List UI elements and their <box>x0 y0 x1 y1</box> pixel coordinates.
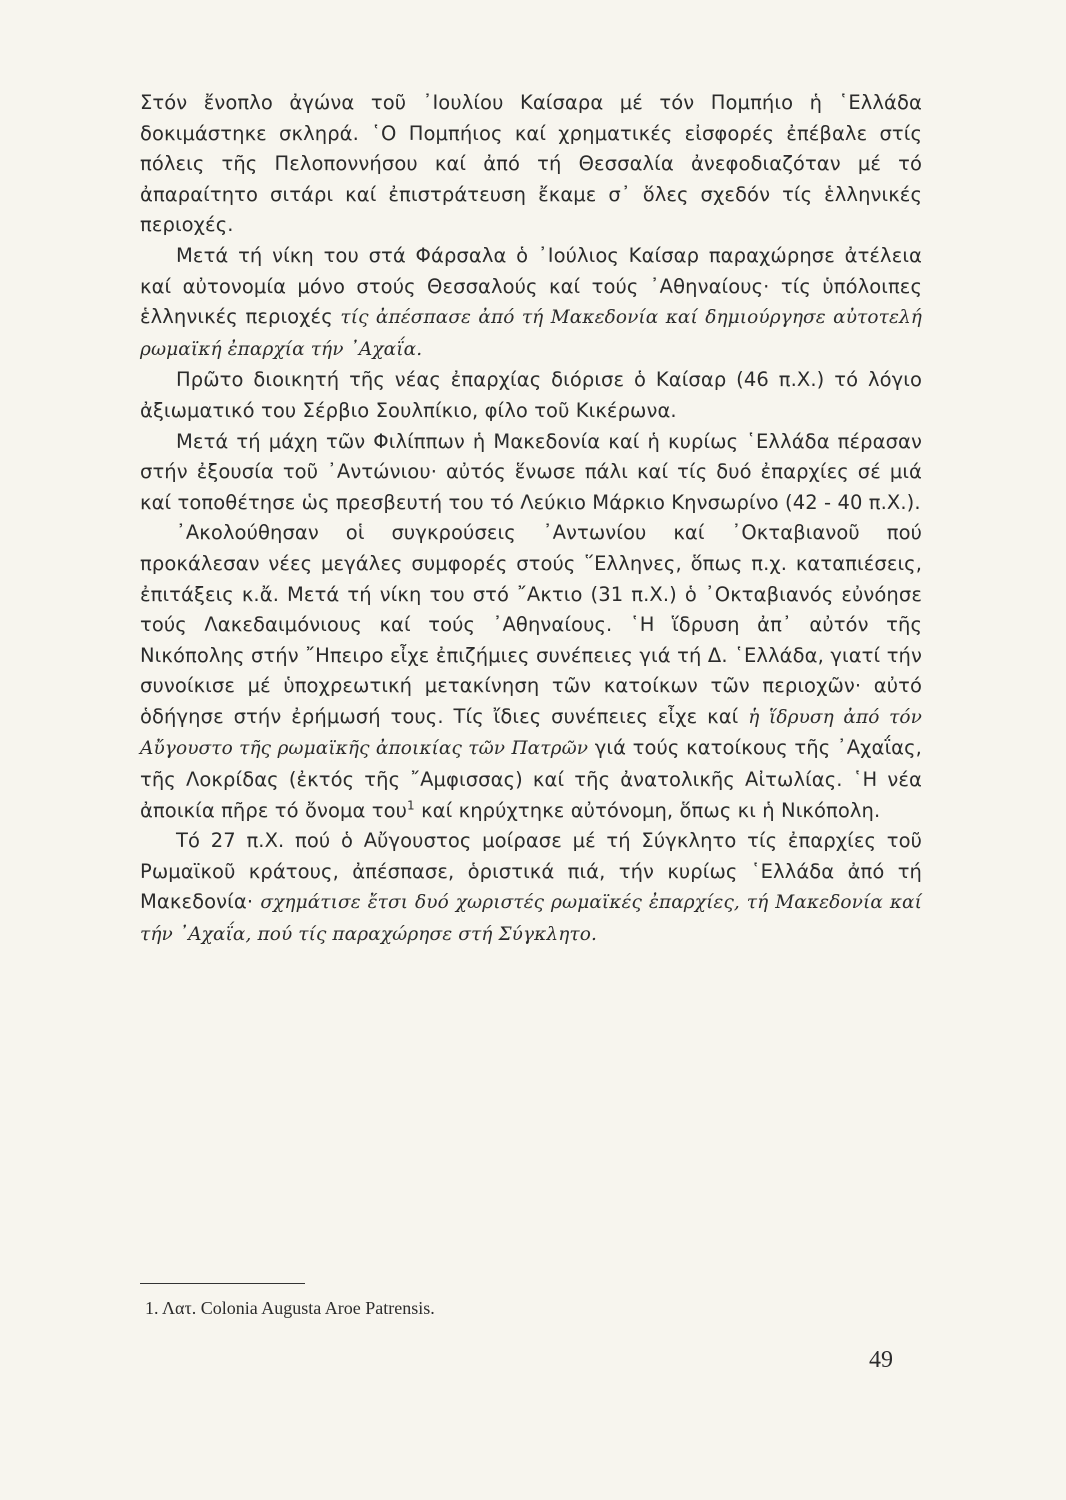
paragraph-2-italic: τίς ἀπέσπασε ἀπό τή Μακεδονία καί δημιούργησε αὐτοτελή ρωμαϊκή ἐπαρχία τήν ᾿Αχαΐα. <box>140 307 922 360</box>
paragraph-4 <box>140 427 922 519</box>
paragraph-4-text: Μετά τή μάχη τῶν Φιλίππων ἡ Μακεδονία καί ἡ κυρίως ῾Ελλάδα πέρασαν στήν ἐξουσία τοῦ ᾿Αντώνιου· αὐτός ἕνωσε πάλι καί τίς δυό ἐπαρχίες σέ μιά καί τοποθέτησε ὡς πρεσβευτή του τό Λεύκιο Μάρκιο Κηνσωρίνο (42 - 40 π.Χ.). <box>140 429 922 514</box>
paragraph-6-italic: σχημάτισε ἔτσι δυό χωριστές ρωμαϊκές ἐπαρχίες, τή Μακεδονία καί τήν ᾿Αχαΐα, πού τίς παραχώρησε στή Σύγκλητο. <box>140 892 923 946</box>
paragraph-5-text-end: καί κηρύχτηκε αὐτόνομη, ὅπως κι ἡ Νικόπολη. <box>414 798 881 822</box>
paragraph-5-text-cont: γιά τούς κατοίκους τῆς ᾿Αχαΐας, τῆς Λοκρίδας (ἐκτός τῆς ῎Αμφισσας) καί τῆς ἀνατολικῆς Αἰτωλίας. ῾Η νέα ἀποικία πῆρε τό ὄνομα του <box>140 736 922 822</box>
footnote: 1. Λατ. Colonia Augusta Aroe Patrensis. <box>145 1298 435 1318</box>
paragraph-1 <box>140 88 922 241</box>
paragraph-5 <box>140 518 922 826</box>
paragraph-1-text: Στόν ἔνοπλο ἀγώνα τοῦ ᾿Ιουλίου Καίσαρα μέ τόν Πομπήιο ἡ ῾Ελλάδα δοκιμάστηκε σκληρά. ῾Ο Πομπήιος καί χρηματικές εἰσφορές ἐπέβαλε στίς πόλεις τῆς Πελοποννήσου καί ἀπό τή Θεσσαλία ἀνεφοδιαζόταν μέ τό ἀπαραίτητο σιτάρι καί ἐπιστράτευση ἔκαμε σ᾿ ὅλες σχεδόν τίς ἑλληνικές περιοχές. <box>140 91 922 237</box>
paragraph-6 <box>140 826 922 950</box>
paragraph-2-text: Μετά τή νίκη του στά Φάρσαλα ὁ ᾿Ιούλιος Καίσαρ παραχώρησε ἀτέλεια καί αὐτονομία μόνο στούς Θεσσαλούς καί τούς ᾿Αθηναίους· τίς ὑπόλοιπες ἑλληνικές περιοχές <box>140 243 922 329</box>
footnote-marker: 1 <box>407 798 415 813</box>
main-text <box>140 88 922 951</box>
footnote-rule <box>140 1283 305 1284</box>
paragraph-3-text: Πρῶτο διοικητή τῆς νέας ἐπαρχίας διόρισε ὁ Καίσαρ (46 π.Χ.) τό λόγιο ἀξιωματικό του Σέρβιο Σουλπίκιο, φίλο τοῦ Κικέρωνα. <box>140 368 922 422</box>
page-number: 49 <box>869 1347 893 1373</box>
paragraph-6-text: Τό 27 π.Χ. πού ὁ Αὔγουστος μοίρασε μέ τή Σύγκλητο τίς ἐπαρχίες τοῦ Ρωμαϊκοῦ κράτους, ἀπέσπασε, ὁριστικά πιά, τήν κυρίως ῾Ελλάδα ἀπό τή Μακεδονία· <box>140 829 922 914</box>
paragraph-5-italic: ἡ ἵδρυση ἀπό τόν Αὔγουστο τῆς ρωμαϊκῆς ἀποικίας τῶν Πατρῶν <box>140 706 922 760</box>
paragraph-3 <box>140 365 922 426</box>
paragraph-5-text: ᾿Ακολούθησαν οἱ συγκρούσεις ᾿Αντωνίου καί ᾿Οκταβιανοῦ πού προκάλεσαν νέες μεγάλες συμφορές στούς ῞Ελληνες, ὅπως π.χ. καταπιέσεις, ἐπιτάξεις κ.ἄ. Μετά τή νίκη του στό ῎Ακτιο (31 π.Χ.) ὁ ᾿Οκταβιανός εὐνόησε τούς Λακεδαιμόνιους καί τούς ᾿Αθηναίους. ῾Η ἵδρυση ἀπ᾿ αὐτόν τῆς Νικόπολης στήν ῎Ηπειρο εἶχε ἐπιζήμιες συνέπειες γιά τή Δ. ῾Ελλάδα, γιατί τήν συνοίκισε μέ ὑποχρεωτική μετακίνηση τῶν κατοίκων τῶν περιοχῶν· αὐτό ὁδήγησε στήν ἐρήμωσή τους. Τίς ἴδιες συνέπειες εἶχε καί <box>140 521 922 728</box>
paragraph-2 <box>140 241 922 365</box>
